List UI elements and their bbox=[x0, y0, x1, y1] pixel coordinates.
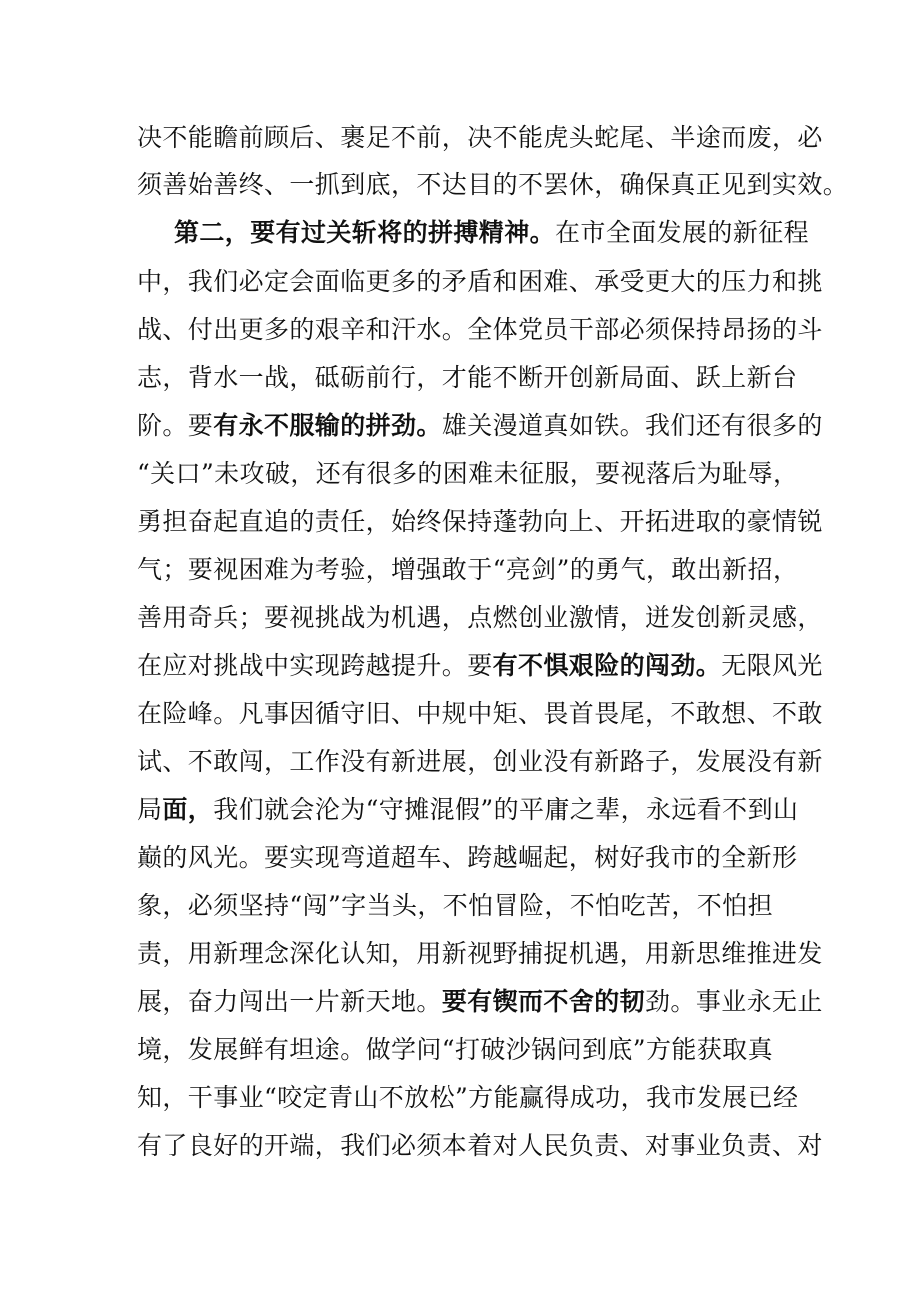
text-run: 有了良好的开端，我们必须本着对人民负责、对事业负责、对 bbox=[137, 1131, 823, 1160]
text-line bbox=[137, 838, 797, 874]
text-run: 在险峰。凡事因循守旧、中规中矩、畏首畏尾，不敢想、不敢 bbox=[137, 699, 823, 728]
text-run: 中，我们必定会面临更多的矛盾和困难、承受更大的压力和挑 bbox=[137, 267, 823, 296]
text-line bbox=[137, 310, 823, 346]
text-run: 责，用新理念深化认知，用新视野捕捉机遇，用新思维推进发 bbox=[137, 939, 823, 968]
text-run: 巅的风光。要实现弯道超车、跨越崛起，树好我市的全新形 bbox=[137, 843, 798, 872]
bold-run: 要有锲而不舍的韧 bbox=[441, 987, 646, 1016]
text-line bbox=[137, 262, 823, 298]
bold-run: 有不惧艰险的闯劲。 bbox=[492, 651, 722, 680]
text-run: 无限风光 bbox=[721, 651, 823, 680]
text-line bbox=[137, 358, 797, 394]
text-run: 在应对挑战中实现跨越提升。要 bbox=[137, 651, 493, 680]
text-line bbox=[137, 1126, 823, 1162]
text-run: 我们就会沦为“守摊混假”的平庸之辈，永远看不到山 bbox=[213, 795, 799, 824]
bold-run: 有永不服输的拼劲。 bbox=[213, 411, 442, 440]
text-run: 境，发展鲜有坦途。做学问“打破沙锅问到底”方能获取真 bbox=[137, 1035, 773, 1064]
text-run: 在市全面发展的新征程 bbox=[555, 218, 810, 247]
bold-heading-run: 第二，要有过关斩将的拼搏精神。 bbox=[174, 218, 556, 247]
text-line bbox=[137, 742, 823, 778]
text-run: 战、付出更多的艰辛和汗水。全体党员干部必须保持昂扬的斗 bbox=[137, 315, 823, 344]
text-run: 试、不敢闯，工作没有新进展，创业没有新路子，发展没有新 bbox=[137, 747, 823, 776]
text-run: 知，干事业“咬定青山不放松”方能赢得成功，我市发展已经 bbox=[137, 1083, 799, 1112]
text-line bbox=[137, 598, 823, 634]
paragraph-first-line bbox=[174, 213, 809, 249]
text-run: “关口”未攻破，还有很多的困难未征服，要视落后为耻辱， bbox=[137, 459, 799, 488]
bold-run: 面， bbox=[162, 795, 214, 824]
text-run: 劲。事业永无止 bbox=[645, 987, 823, 1016]
text-run: 决不能瞻前顾后、裹足不前，决不能虎头蛇尾、半途而废，必 bbox=[137, 123, 823, 152]
text-line bbox=[137, 454, 798, 490]
text-run: 展，奋力闯出一片新天地。 bbox=[137, 987, 442, 1016]
text-line bbox=[137, 982, 823, 1018]
text-run: 志，背水一战，砥砺前行，才能不断开创新局面、跃上新台 bbox=[137, 363, 798, 392]
text-run: 阶。要 bbox=[137, 411, 214, 440]
text-line bbox=[137, 406, 823, 442]
text-line bbox=[137, 550, 798, 586]
text-line bbox=[137, 934, 823, 970]
text-line bbox=[137, 118, 823, 154]
text-line bbox=[137, 165, 848, 201]
text-run: 须善始善终、一抓到底，不达目的不罢休，确保真正见到实效。 bbox=[137, 170, 849, 199]
text-run: 善用奇兵；要视挑战为机遇，点燃创业激情，迸发创新灵感， bbox=[137, 603, 823, 632]
text-line bbox=[137, 790, 798, 826]
text-line bbox=[137, 646, 823, 682]
text-line bbox=[137, 1078, 798, 1114]
text-line bbox=[137, 886, 773, 922]
text-run: 雄关漫道真如铁。我们还有很多的 bbox=[441, 411, 823, 440]
text-run: 气；要视困难为考验，增强敢于“亮剑”的勇气，敢出新招， bbox=[137, 555, 799, 584]
text-run: 局 bbox=[137, 795, 163, 824]
text-run: 勇担奋起直追的责任，始终保持蓬勃向上、开拓进取的豪情锐 bbox=[137, 507, 823, 536]
text-run: 象，必须坚持“闯”字当头，不怕冒险，不怕吃苦，不怕担 bbox=[137, 891, 773, 920]
text-line bbox=[137, 1030, 773, 1066]
text-line bbox=[137, 502, 823, 538]
text-line bbox=[137, 694, 823, 730]
